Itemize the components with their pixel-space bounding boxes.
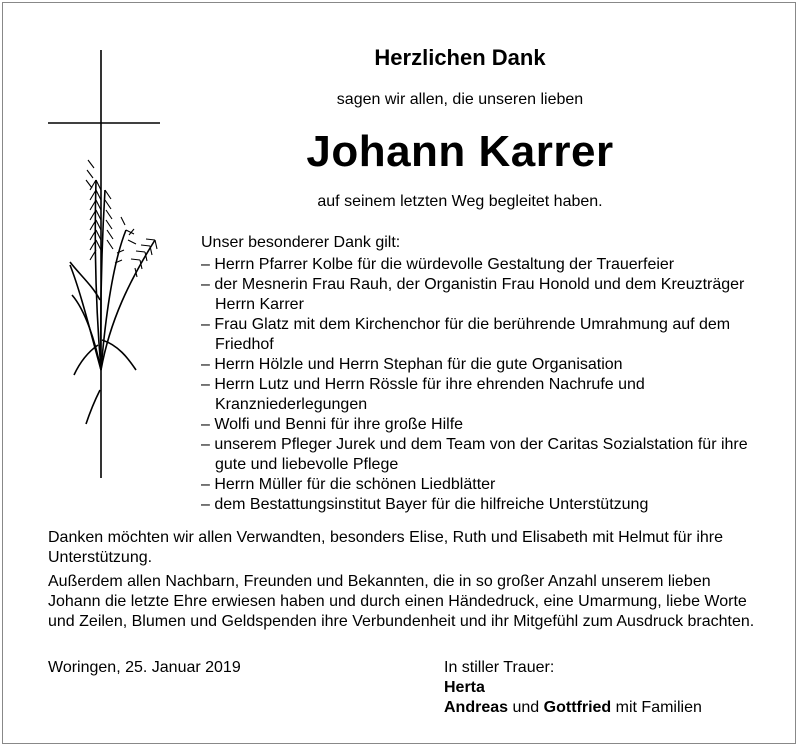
thanks-item: – Wolfi und Benni für ihre große Hilfe xyxy=(201,415,781,435)
mourner-line xyxy=(444,698,702,718)
mourner-andreas: Andreas xyxy=(444,699,509,716)
thanks-item: – dem Bestattungsinstitut Bayer für die hilfreiche Unterstützung xyxy=(201,495,781,515)
deceased-name: Johann Karrer xyxy=(306,127,614,176)
mourner-herta: Herta xyxy=(444,679,485,696)
signature-block xyxy=(444,658,702,718)
after-name-line: auf seinem letzten Weg begleitet haben. xyxy=(317,193,603,210)
mourner-gottfried: Gottfried xyxy=(543,699,612,716)
thanks-list xyxy=(201,255,781,515)
thanks-item: – der Mesnerin Frau Rauh, der Organistin Frau Honold und dem Kreuzträger Herrn Karrer xyxy=(201,275,781,315)
thanks-section xyxy=(201,233,781,515)
thanks-item: – Herrn Pfarrer Kolbe für die würdevolle Gestaltung der Trauerfeier xyxy=(201,255,781,275)
thanks-item: – Herrn Hölzle und Herrn Stephan für die gute Organisation xyxy=(201,355,781,375)
intro-line: sagen wir allen, die unseren lieben xyxy=(336,91,584,108)
place-date: Woringen, 25. Januar 2019 xyxy=(48,659,241,676)
thanks-item: – unserem Pfleger Jurek und dem Team von der Caritas Sozialstation für ihre gute und liebevolle Pflege xyxy=(201,435,781,475)
thanks-label: Unser besonderer Dank gilt: xyxy=(201,234,401,251)
thanks-paragraph-neighbours: Außerdem allen Nachbarn, Freunden und Bekannten, die in so großer Anzahl unserem lieben Johann die letzte Ehre erwiesen haben und durch einen Händedruck, eine Umarmung, liebe Worte und Zeilen, Blumen und Geldspenden ihre Verbundenheit und ihr Mitgefühl zum Ausdruck brachten. xyxy=(48,573,755,630)
mourner-family: mit Familien xyxy=(615,699,702,716)
mourning-label: In stiller Trauer: xyxy=(444,659,555,676)
mourner-connector: und xyxy=(512,699,540,716)
notice-heading: Herzlichen Dank xyxy=(374,45,546,70)
thanks-paragraph-relatives: Danken möchten wir allen Verwandten, besonders Elise, Ruth und Elisabeth mit Helmut für ihre Unterstützung. xyxy=(48,529,724,566)
cross-with-wheat-icon xyxy=(40,40,170,480)
thanks-item: – Herrn Lutz und Herrn Rössle für ihre ehrenden Nachrufe und Kranzniederlegungen xyxy=(201,375,781,415)
thanks-item: – Frau Glatz mit dem Kirchenchor für die berührende Umrahmung auf dem Friedhof xyxy=(201,315,781,355)
thanks-item: – Herrn Müller für die schönen Liedblätter xyxy=(201,475,781,495)
